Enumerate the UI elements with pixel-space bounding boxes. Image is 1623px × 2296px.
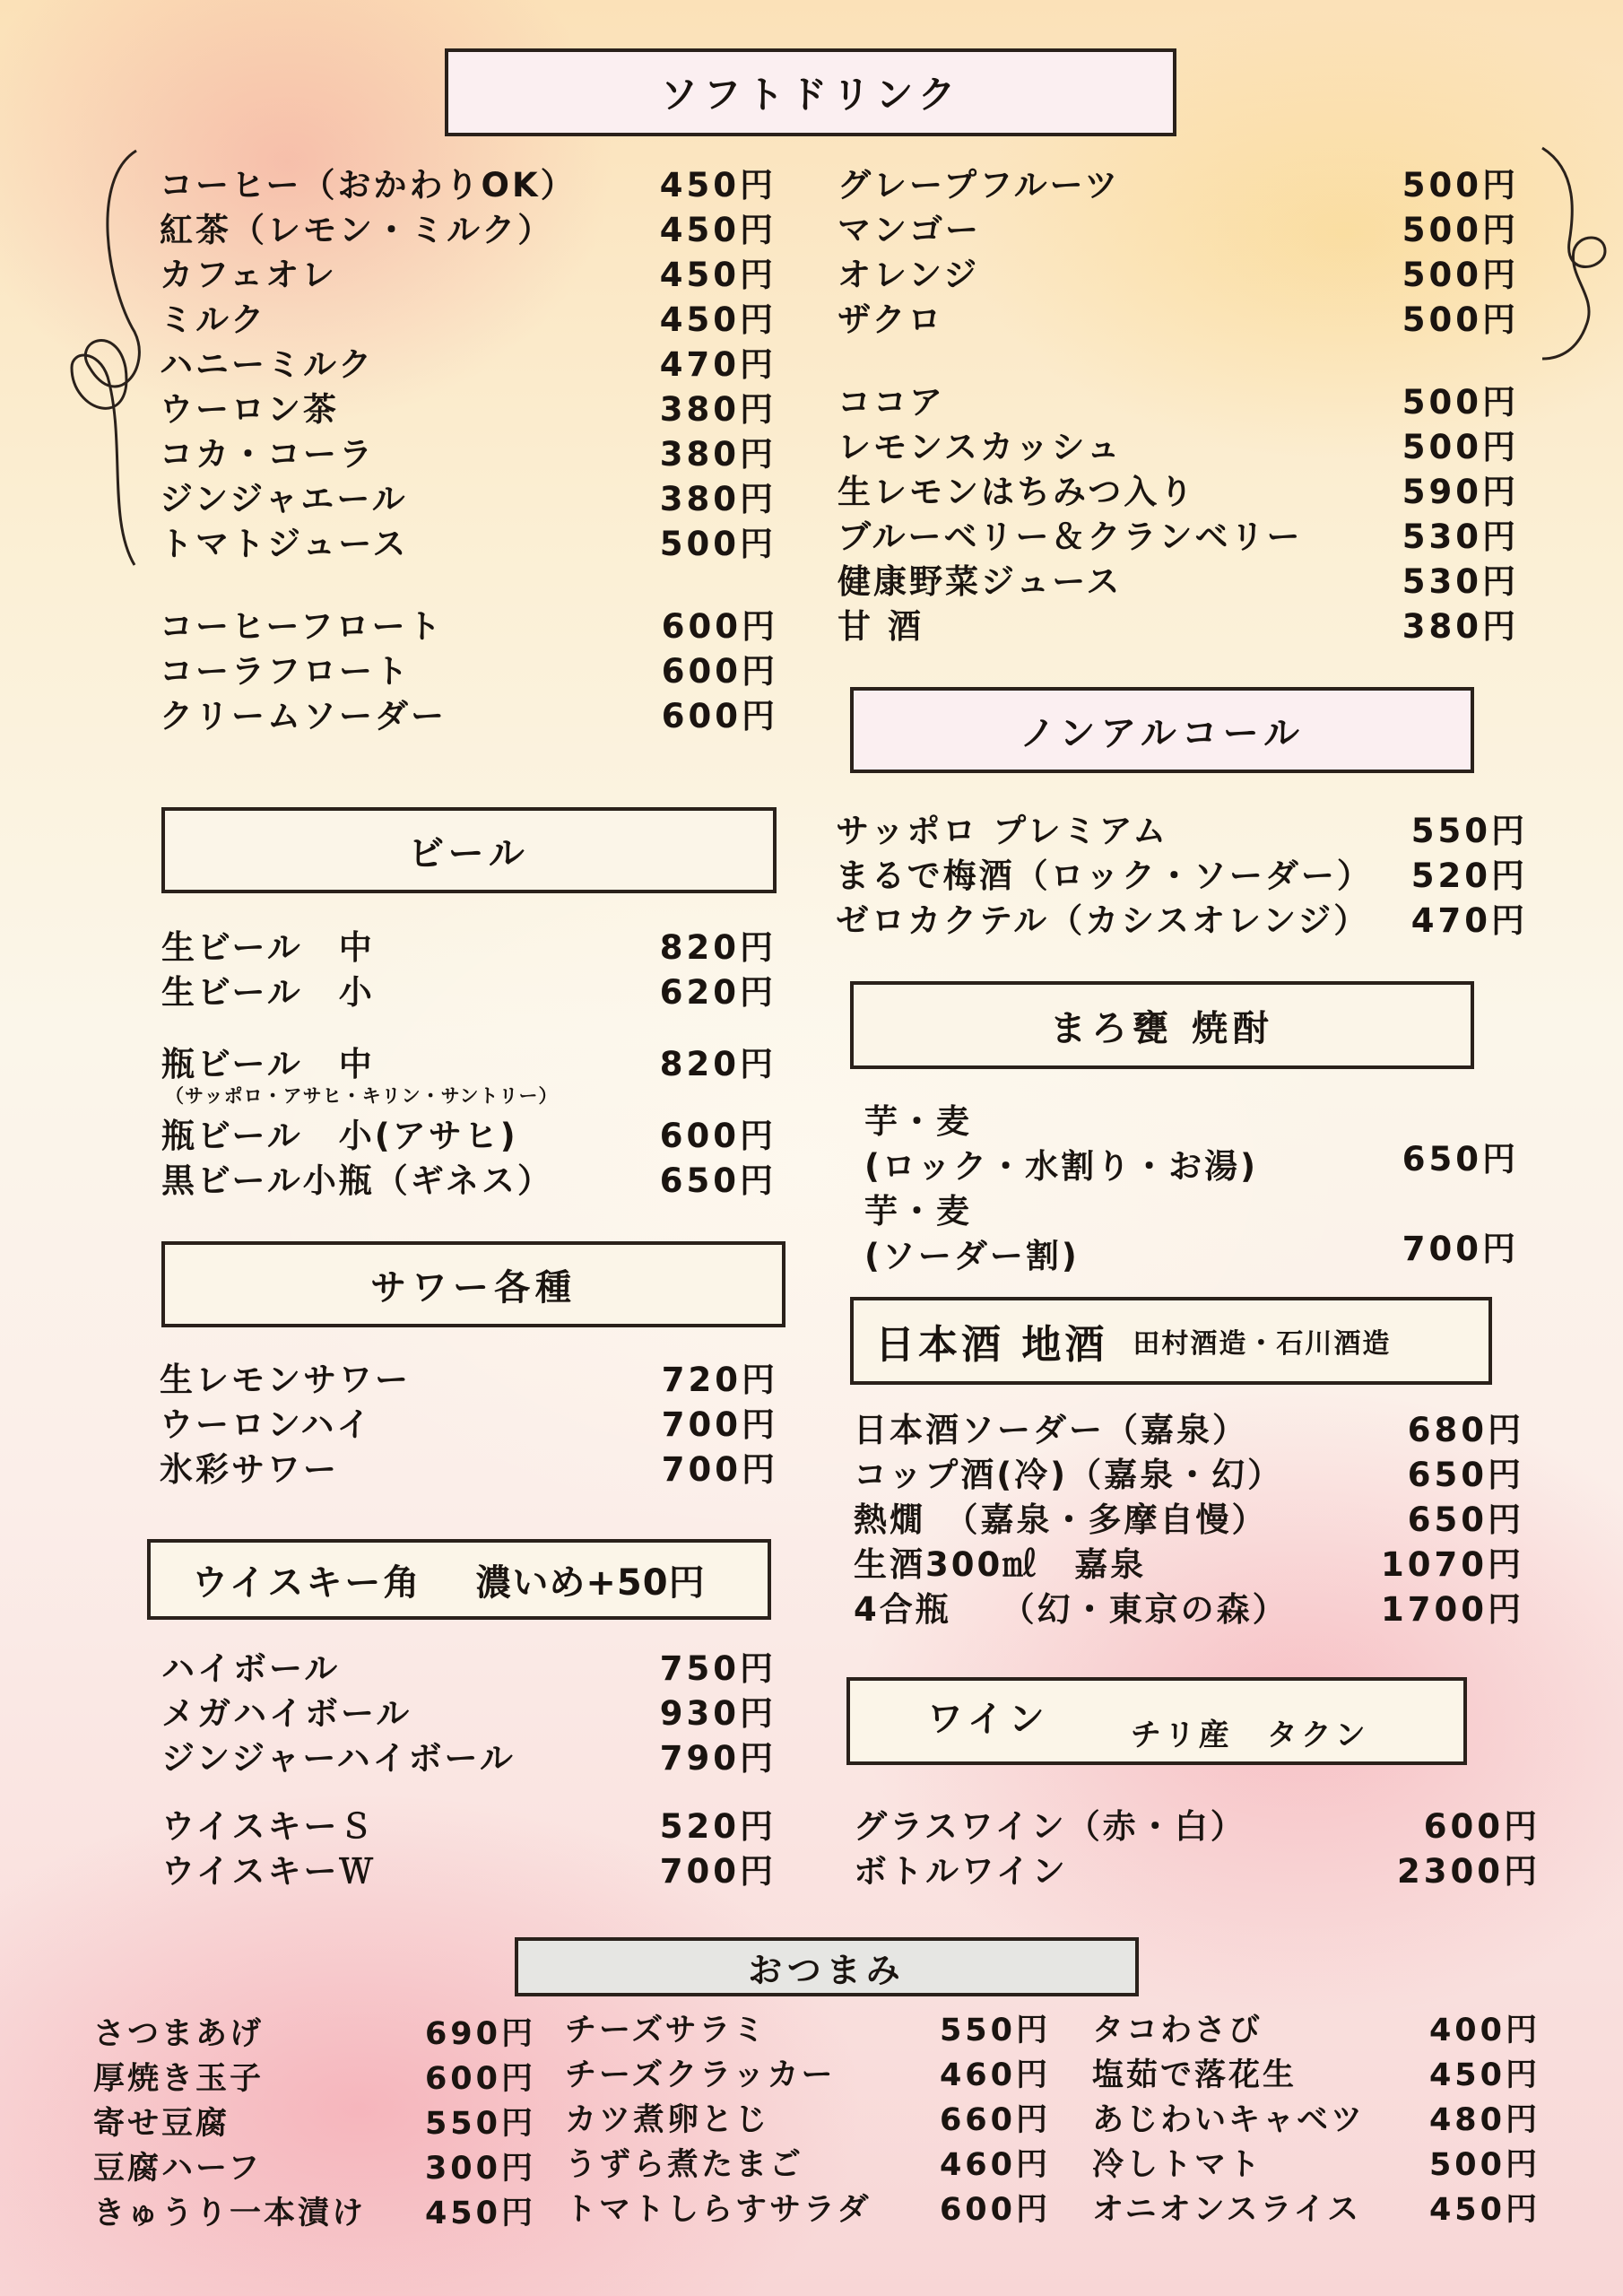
whisky-note: 濃いめ+50円 [475, 1561, 706, 1604]
item-price: 600円 [424, 2061, 536, 2097]
item-price: 380円 [659, 435, 777, 474]
item-name: きゅうり一本漬け [93, 2196, 367, 2231]
item-price: 520円 [1410, 857, 1528, 895]
list-item [854, 1582, 1524, 1631]
item-price: 700円 [661, 1405, 778, 1444]
list-item [565, 2185, 1051, 2230]
item-price: 500円 [1428, 2147, 1541, 2183]
item-price: 470円 [1410, 901, 1528, 940]
item-name: メガハイボール [161, 1694, 412, 1733]
list-item [1092, 2185, 1541, 2230]
item-price: 520円 [659, 1807, 777, 1846]
list-item [93, 2099, 536, 2144]
sake-title: 日本酒 地酒 [875, 1322, 1108, 1368]
item-name: ウーロンハイ [160, 1405, 373, 1444]
item-price: 470円 [659, 345, 777, 384]
item-name: グラスワイン（赤・白） [854, 1807, 1246, 1846]
item-price: 2300円 [1397, 1852, 1541, 1891]
list-item [836, 893, 1528, 942]
item-name: カツ煮卵とじ [565, 2102, 770, 2138]
item-price: 820円 [659, 1045, 777, 1083]
list-item [838, 554, 1519, 603]
item-price: 500円 [1402, 166, 1519, 204]
list-item [565, 2050, 1051, 2095]
item-name: 芋・麦 [864, 1192, 972, 1231]
snacks-title: おつまみ [748, 1950, 906, 1990]
item-name: 日本酒ソーダー（嘉泉） [854, 1411, 1248, 1449]
item-price: 480円 [1428, 2102, 1541, 2138]
item-price: 500円 [1402, 383, 1519, 422]
item-name: オニオンスライス [1092, 2192, 1362, 2228]
item-price: 650円 [659, 1161, 777, 1200]
item-price: 600円 [1423, 1807, 1541, 1846]
item-price: 660円 [939, 2102, 1051, 2138]
item-price: 790円 [659, 1739, 777, 1778]
shochu-item-line2 [864, 1139, 1519, 1187]
item-price: 550円 [1410, 812, 1528, 850]
item-name: 瓶ビール 中 [161, 1045, 375, 1083]
item-name: ハニーミルク [160, 345, 375, 384]
beer-header [161, 807, 777, 893]
item-price: 680円 [1407, 1411, 1524, 1449]
list-item [93, 2009, 536, 2054]
list-item [854, 1537, 1524, 1586]
list-item [838, 465, 1519, 513]
item-name: 甘 酒 [838, 607, 924, 646]
list-item [160, 517, 777, 565]
item-price: 450円 [1428, 2057, 1541, 2093]
non-alcohol-title: ノンアルコール [1020, 712, 1305, 754]
item-price: 750円 [659, 1649, 777, 1688]
item-price: 720円 [661, 1361, 778, 1399]
item-price: 1700円 [1381, 1590, 1524, 1629]
list-item [93, 2144, 536, 2188]
whisky-title: ウイスキー角 [192, 1561, 422, 1604]
list-item [838, 203, 1519, 251]
item-name: うずら煮たまご [565, 2147, 804, 2183]
list-item [160, 1442, 778, 1491]
list-item [565, 2005, 1051, 2050]
item-name: コーラフロート [160, 652, 411, 691]
list-item [160, 158, 777, 206]
item-price: 530円 [1402, 562, 1519, 601]
item-price: 700円 [659, 1852, 777, 1891]
list-item [838, 158, 1519, 206]
item-name: 4合瓶 （幻・東京の森） [854, 1590, 1289, 1629]
list-item [836, 848, 1528, 897]
item-name: 寄せ豆腐 [93, 2106, 230, 2142]
list-item [160, 382, 777, 430]
item-name: ハイボール [161, 1649, 341, 1688]
item-name: カフェオレ [160, 256, 338, 294]
item-price: 380円 [659, 480, 777, 518]
list-item [160, 248, 777, 296]
item-name: ザクロ [838, 300, 944, 339]
item-price: 460円 [939, 2057, 1051, 2093]
list-item [161, 1153, 777, 1202]
item-price: 820円 [659, 928, 777, 967]
snacks-header [515, 1937, 1139, 1996]
item-name: 生酒300㎖ 嘉泉 [854, 1545, 1147, 1584]
item-price: 650円 [1402, 1140, 1519, 1178]
list-item [160, 644, 778, 692]
item-price: 380円 [1402, 607, 1519, 646]
item-price: 450円 [1428, 2192, 1541, 2228]
item-name: 生ビール 小 [161, 973, 375, 1012]
item-name: 黒ビール小瓶（ギネス） [161, 1161, 554, 1200]
soft-drink-header [445, 48, 1176, 136]
list-item [160, 1352, 778, 1401]
item-price: 620円 [659, 973, 777, 1012]
list-item [1092, 2095, 1541, 2140]
item-price: 500円 [1402, 211, 1519, 249]
item-price: 600円 [661, 652, 778, 691]
list-item [1092, 2005, 1541, 2050]
list-item [838, 248, 1519, 296]
wine-title: ワイン [927, 1698, 1050, 1740]
list-item [161, 1037, 777, 1085]
item-name: グレープフルーツ [838, 166, 1121, 204]
item-name: さつまあげ [93, 2016, 265, 2052]
item-name: チーズサラミ [565, 2013, 768, 2048]
list-item [160, 689, 778, 737]
list-item [838, 509, 1519, 558]
item-name: 冷しトマト [1092, 2147, 1263, 2183]
item-name: 氷彩サワー [160, 1450, 339, 1489]
item-price: 450円 [659, 300, 777, 339]
left-swirl-ornament [36, 144, 179, 610]
item-name: チーズクラッカー [565, 2057, 836, 2093]
item-price: 500円 [1402, 300, 1519, 339]
list-item [838, 599, 1519, 648]
item-name: ココア [838, 383, 945, 422]
shochu-header [850, 981, 1474, 1069]
item-name: コップ酒(冷)（嘉泉・幻） [854, 1456, 1284, 1494]
item-name: 芋・麦 [864, 1102, 972, 1141]
soft-drink-title: ソフトドリンク [660, 73, 961, 117]
item-price: 690円 [424, 2016, 536, 2052]
item-name: トマトジュース [160, 525, 409, 563]
item-name: ジンジャエール [160, 480, 408, 518]
list-item [160, 472, 777, 520]
item-name: ボトルワイン [854, 1852, 1068, 1891]
list-item [565, 2095, 1051, 2140]
list-item [93, 2188, 536, 2233]
list-item [854, 1844, 1541, 1892]
item-price: 600円 [661, 697, 778, 735]
item-detail: (ロック・水割り・お湯) [864, 1147, 1259, 1186]
item-name: ウーロン茶 [160, 390, 339, 429]
non-alcohol-header [850, 687, 1474, 773]
item-price: 600円 [659, 1117, 777, 1155]
list-item [565, 2140, 1051, 2185]
list-item [838, 375, 1519, 423]
list-item [160, 1397, 778, 1446]
item-name: レモンスカッシュ [838, 428, 1123, 466]
list-item [160, 599, 778, 648]
item-price: 650円 [1407, 1500, 1524, 1539]
item-name: クリームソーダー [160, 697, 447, 735]
item-price: 500円 [659, 525, 777, 563]
list-item [838, 292, 1519, 341]
item-name: サッポロ プレミアム [836, 812, 1169, 850]
list-item [161, 1109, 777, 1157]
item-price: 600円 [939, 2192, 1051, 2228]
item-name: ゼロカクテル（カシスオレンジ） [836, 901, 1370, 940]
item-name: 生ビール 中 [161, 928, 375, 967]
list-item [160, 337, 777, 386]
item-name: オレンジ [838, 256, 980, 294]
item-price: 1070円 [1381, 1545, 1524, 1584]
item-name: ウイスキーＳ [161, 1807, 376, 1846]
list-item [161, 1799, 777, 1848]
list-item [161, 965, 777, 1013]
sake-subtitle: 田村酒造・石川酒造 [1133, 1328, 1392, 1360]
wine-header [846, 1677, 1467, 1765]
list-item [854, 1492, 1524, 1541]
shochu-item-line2 [864, 1229, 1519, 1277]
list-item [854, 1799, 1541, 1848]
wine-subtitle: チリ産 タクン [1130, 1717, 1369, 1753]
item-detail: (ソーダー割) [864, 1237, 1080, 1275]
item-name: 生レモンはちみつ入り [838, 473, 1196, 511]
beer-title: ビール [408, 832, 530, 874]
item-price: 650円 [1407, 1456, 1524, 1494]
item-price: 450円 [659, 211, 777, 249]
list-item [160, 292, 777, 341]
item-price: 500円 [1402, 428, 1519, 466]
shochu-title: まろ甕 焼酎 [1050, 1007, 1274, 1049]
item-price: 930円 [659, 1694, 777, 1733]
item-price: 550円 [424, 2106, 536, 2142]
item-price: 450円 [659, 256, 777, 294]
sake-header [850, 1297, 1492, 1385]
item-price: 450円 [424, 2196, 536, 2231]
item-name: 生レモンサワー [160, 1361, 411, 1399]
item-name: 瓶ビール 小(アサヒ) [161, 1117, 518, 1155]
item-price: 600円 [661, 607, 778, 646]
list-item [161, 920, 777, 969]
item-name: あじわいキャベツ [1092, 2102, 1366, 2138]
item-name: ミルク [160, 300, 267, 339]
item-price: 460円 [939, 2147, 1051, 2183]
item-name: タコわさび [1092, 2013, 1263, 2048]
list-item [160, 203, 777, 251]
item-name: ブルーベリー＆クランベリー [838, 517, 1303, 556]
item-price: 590円 [1402, 473, 1519, 511]
item-name: ウイスキーＷ [161, 1852, 376, 1891]
item-price: 550円 [939, 2013, 1051, 2048]
beer-bottle-note: （サッポロ・アサヒ・キリン・サントリー） [165, 1085, 559, 1107]
item-name: 厚焼き玉子 [93, 2061, 265, 2097]
list-item [1092, 2140, 1541, 2185]
list-item [161, 1844, 777, 1892]
list-item [854, 1403, 1524, 1451]
item-name: 紅茶（レモン・ミルク） [160, 211, 554, 249]
item-name: 健康野菜ジュース [838, 562, 1123, 601]
item-price: 400円 [1428, 2013, 1541, 2048]
list-item [161, 1641, 777, 1690]
item-name: 熱燗 （嘉泉・多摩自慢） [854, 1500, 1268, 1539]
list-item [161, 1731, 777, 1779]
item-price: 700円 [1402, 1230, 1519, 1268]
item-name: 豆腐ハーフ [93, 2151, 263, 2187]
item-price: 700円 [661, 1450, 778, 1489]
list-item [160, 427, 777, 475]
list-item [1092, 2050, 1541, 2095]
item-name: 塩茹で落花生 [1092, 2057, 1298, 2093]
list-item [854, 1448, 1524, 1496]
item-name: まるで梅酒（ロック・ソーダー） [836, 857, 1373, 895]
item-name: ジンジャーハイボール [161, 1739, 516, 1778]
item-name: コーヒーフロート [160, 607, 444, 646]
item-price: 380円 [659, 390, 777, 429]
item-name: コカ・コーラ [160, 435, 375, 474]
list-item [93, 2054, 536, 2099]
item-name: トマトしらすサラダ [565, 2192, 872, 2228]
whisky-header [147, 1539, 771, 1620]
item-name: コーヒー（おかわりOK） [160, 166, 577, 204]
right-swirl-ornament [1524, 144, 1623, 377]
item-price: 300円 [424, 2151, 536, 2187]
item-price: 500円 [1402, 256, 1519, 294]
sour-header [161, 1241, 785, 1327]
list-item [838, 420, 1519, 468]
list-item [161, 1686, 777, 1735]
item-price: 450円 [659, 166, 777, 204]
item-price: 530円 [1402, 517, 1519, 556]
sour-title: サワー各種 [370, 1266, 577, 1309]
list-item [836, 804, 1528, 852]
item-name: マンゴー [838, 211, 981, 249]
